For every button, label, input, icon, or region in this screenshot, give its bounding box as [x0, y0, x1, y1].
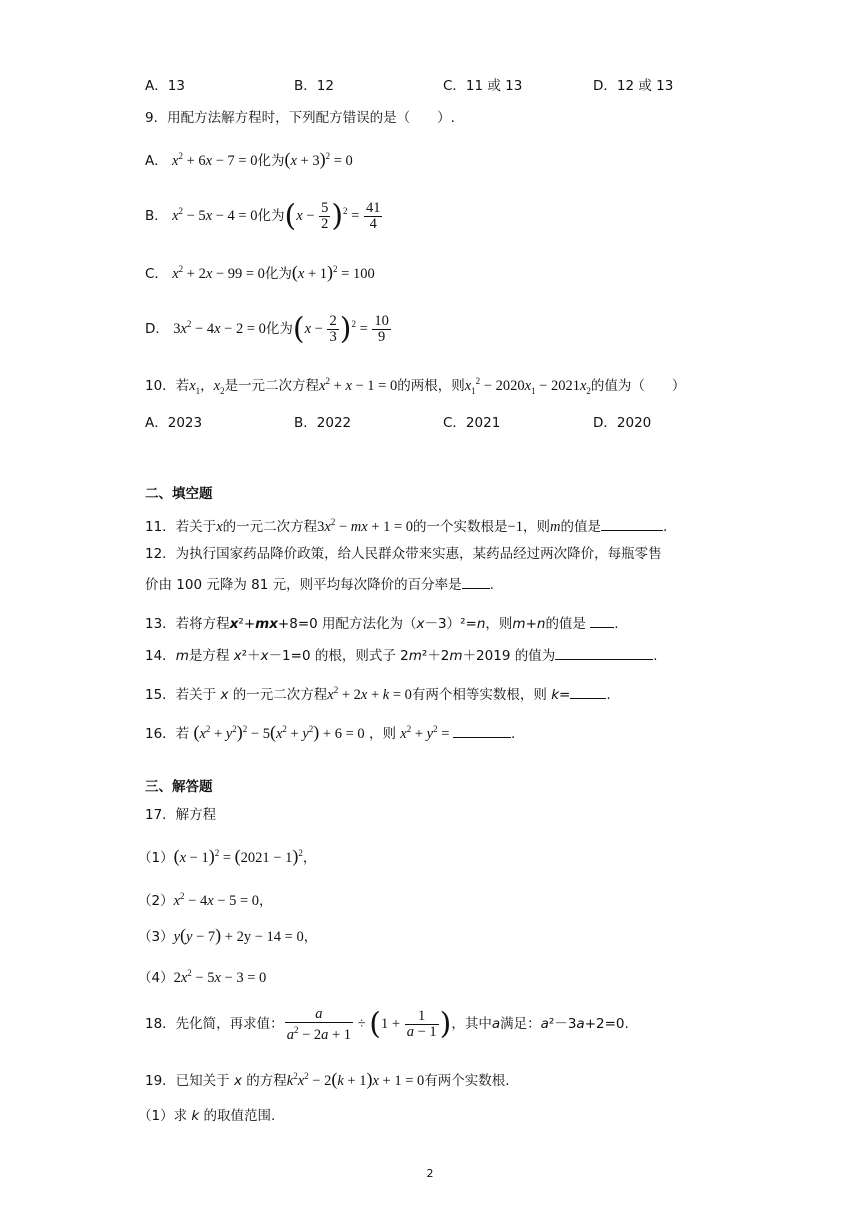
section-fill-in-heading: 二、填空题	[145, 486, 213, 502]
q9-option-d: D． $3x^2 - 4x - 2 = 0$化为(x − $\frac{2}{3}$ )$^2$ = $\frac{10}{9}$	[145, 311, 389, 347]
q19-stem: 19．已知关于 x 的方程$k^2x^2 - 2(k + 1)x + 1 = 0$有两个实数根.	[145, 1068, 510, 1089]
q12-line2: 价由 100 元降为 81 元，则平均每次降价的百分率是 .	[145, 577, 494, 593]
q10-option-a: A．2023	[145, 415, 203, 431]
q10-option-d: D．2020	[593, 415, 652, 431]
q10-option-c: C．2021	[443, 415, 501, 431]
q19-sub1: （1）求 k 的取值范围.	[138, 1108, 276, 1124]
q8-option-d: D．12 或 13	[593, 78, 674, 94]
q9-option-c: C． $x^2 + 2x - 99 = 0$化为$(x + 1)^2 = 100$	[145, 261, 375, 282]
q12-line1: 12．为执行国家药品降价政策，给人民群众带来实惠，某药品经过两次降价，每瓶零售	[145, 546, 662, 562]
page-number: 2	[426, 1167, 434, 1180]
section-solve-heading: 三、解答题	[145, 779, 213, 795]
q9-option-b: B． $x^2 - 5x - 4 = 0$化为(x − $\frac{5}{2}$ )$^2$ = $\frac{41}{4}$	[145, 198, 381, 234]
q17-part1: $(1)(x - 1)^2 = (2021 - 1)^2$，	[138, 845, 317, 866]
q13: 13．若将方程x²+mx+8=0 用配方法化为（x－3）²=n，则m+n的值是 .	[145, 616, 619, 632]
q17-part4: $(4)2x^2 - 5x - 3 = 0$	[138, 968, 267, 986]
q15: 15．若关于 x 的一元二次方程$x^2 + 2x + k = 0$有两个相等实数根，则 k= .	[145, 685, 611, 703]
q14: 14．m是方程 x²＋x－1=0 的根，则式子 2m²＋2m＋2019 的值为 .	[145, 648, 658, 664]
q9-stem: 9．用配方法解方程时，下列配方错误的是（ ）.	[145, 110, 455, 126]
q17-title: 17．解方程	[145, 807, 217, 823]
q16: 16．若 $(x^2 + y^2)^2 - 5(x^2 + y^2) + 6 = 0$ ，则 $x^2 + y^2$ = .	[145, 721, 516, 742]
q10-option-b: B．2022	[294, 415, 352, 431]
q10-stem: 10．若$x_1$，$x_2$是一元二次方程$x^2 + x - 1 = 0$的两根，则$x_1^2 - 2020x_1 - 2021x_2$的值为（ ）	[145, 376, 686, 396]
q17-part3: （3）y(y − 7) + 2y − 14 = 0，	[138, 925, 318, 945]
q9-option-a: A． $x^2 + 6x - 7 = 0$化为$(x + 3)^2 = 0$	[145, 148, 353, 169]
q8-option-a: A．13	[145, 78, 185, 94]
q8-option-b: B．12	[294, 78, 334, 94]
q17-part2: $(2)x^2 - 4x - 5 = 0$，	[138, 891, 273, 909]
q11: 11．若关于x的一元二次方程$3x^2$ − mx + 1 = 0的一个实数根是−1，则m的值是 .	[145, 517, 668, 535]
q8-option-c: C．11 或 13	[443, 78, 523, 94]
q18: 18．先化简，再求值： $\frac{a}{a^2 - 2a + 1}$ ÷ (1 + $\frac{1}{a - 1}$ )，其中a满足：a²－3a+2=0.	[145, 1005, 629, 1043]
